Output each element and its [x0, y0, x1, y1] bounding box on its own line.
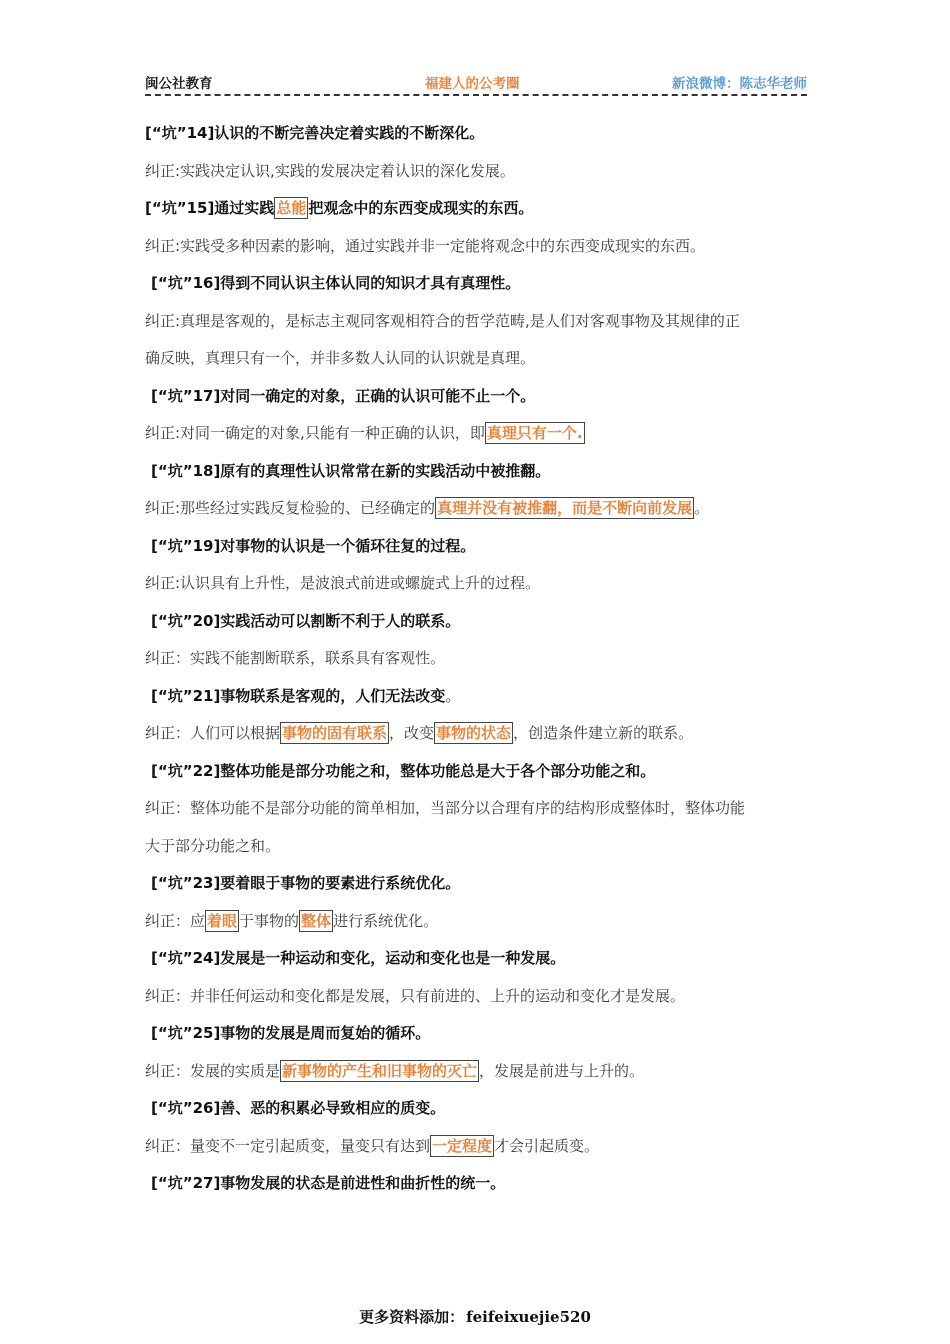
pitfall-22-correction: 纠正：整体功能不是部分功能的简单相加，当部分以合理有序的结构形成整体时，整体功能 [145, 799, 746, 817]
pitfall-23-correction: 纠正：应 着眼 于事物的 整体 进行系统优化。 [145, 911, 439, 930]
pitfall-18-correction: 纠正:那些经过实践反复检验的、已经确定的 真理并没有被推翻，而是不断向前发展 。 [145, 499, 710, 517]
document-body [145, 115, 815, 1203]
pitfall-26-correction: 纠正：量变不一定引起质变，量变只有达到 一定程度 才会引起质变。 [145, 1136, 600, 1155]
pitfall-19-question: [“坑”19]对事物的认识是一个循环往复的过程。 [151, 536, 476, 555]
pitfall-20-question: [“坑”20]实践活动可以割断不利于人的联系。 [151, 611, 461, 630]
highlight-box: 新事物的产生和旧事物的灭亡 [282, 1061, 478, 1080]
pitfall-26-question: [“坑”26]善、恶的积累必导致相应的质变。 [151, 1099, 446, 1117]
pitfall-23-question: [“坑”23]要着眼于事物的要素进行系统优化。 [151, 874, 461, 892]
pitfall-20-correction: 纠正：实践不能割断联系，联系具有客观性。 [145, 649, 446, 667]
pitfall-19-correction: 纠正:认识具有上升性，是波浪式前进或螺旋式上升的过程。 [145, 574, 541, 592]
highlight-box: 真理并没有被推翻，而是不断向前发展 [437, 499, 693, 517]
pitfall-25-question: [“坑”25]事物的发展是周而复始的循环。 [151, 1024, 431, 1042]
pitfall-14-correction: 纠正:实践决定认识,实践的发展决定着认识的深化发展。 [145, 161, 515, 180]
header-org-name: 闽公社教育 [145, 76, 213, 92]
page-header [145, 70, 807, 96]
pitfall-22-question: [“坑”22]整体功能是部分功能之和，整体功能总是大于各个部分功能之和。 [151, 761, 656, 780]
highlight-box: 一定程度 [432, 1136, 493, 1155]
pitfall-17-correction: 纠正:对同一确定的对象,只能有一种正确的认识，即 真理只有一个. [145, 424, 583, 442]
pitfall-16-correction: 纠正:真理是客观的，是标志主观同客观相符合的哲学范畴,是人们对客观事物及其规律的正 [145, 311, 740, 330]
highlight-box: 真理只有一个. [486, 424, 583, 442]
highlight-box: 总能 [276, 199, 307, 217]
pitfall-17-question: [“坑”17]对同一确定的对象，正确的认识可能不止一个。 [151, 386, 536, 405]
pitfall-16-question: [“坑”16]得到不同认识主体认同的知识才具有真理性。 [151, 274, 521, 292]
pitfall-16-correction-cont: 确反映，真理只有一个，并非多数人认同的认识就是真理。 [145, 349, 536, 367]
pitfall-14-question: [“坑”14]认识的不断完善决定着实践的不断深化。 [145, 124, 485, 142]
footer-wechat-id: feifeixuejie520 [466, 1308, 591, 1326]
footer-label: 更多资料添加： [359, 1308, 465, 1326]
pitfall-15-correction: 纠正:实践受多种因素的影响，通过实践并非一定能将观念中的东西变成现实的东西。 [145, 236, 706, 255]
highlight-box: 着眼 [207, 911, 238, 930]
pitfall-21-correction: 纠正：人们可以根据 事物的固有联系 ，改变 事物的状态 ，创造条件建立新的联系。 [145, 724, 694, 742]
header-weibo: 新浪微博：陈志华老师 [672, 76, 807, 92]
highlight-box: 整体 [301, 911, 332, 930]
pitfall-21-question: [“坑”21]事物联系是客观的，人们无法改变。 [151, 686, 461, 705]
header-slogan: 福建人的公考圈 [425, 76, 520, 92]
pitfall-15-question: [“坑”15]通过实践 总能 把观念中的东西变成现实的东西。 [145, 199, 534, 217]
pitfall-24-question: [“坑”24]发展是一种运动和变化，运动和变化也是一种发展。 [151, 949, 566, 967]
pitfall-22-correction-cont: 大于部分功能之和。 [145, 836, 281, 855]
highlight-box: 事物的状态 [436, 724, 512, 742]
pitfall-18-question: [“坑”18]原有的真理性认识常常在新的实践活动中被推翻。 [151, 461, 551, 480]
pitfall-24-correction: 纠正：并非任何运动和变化都是发展，只有前进的、上升的运动和变化才是发展。 [145, 986, 686, 1005]
highlight-box: 事物的固有联系 [282, 724, 388, 742]
pitfall-25-correction: 纠正：发展的实质是 新事物的产生和旧事物的灭亡 ，发展是前进与上升的。 [145, 1061, 645, 1080]
pitfall-27-question: [“坑”27]事物发展的状态是前进性和曲折性的统一。 [151, 1174, 506, 1192]
footer-contact [0, 1306, 950, 1327]
